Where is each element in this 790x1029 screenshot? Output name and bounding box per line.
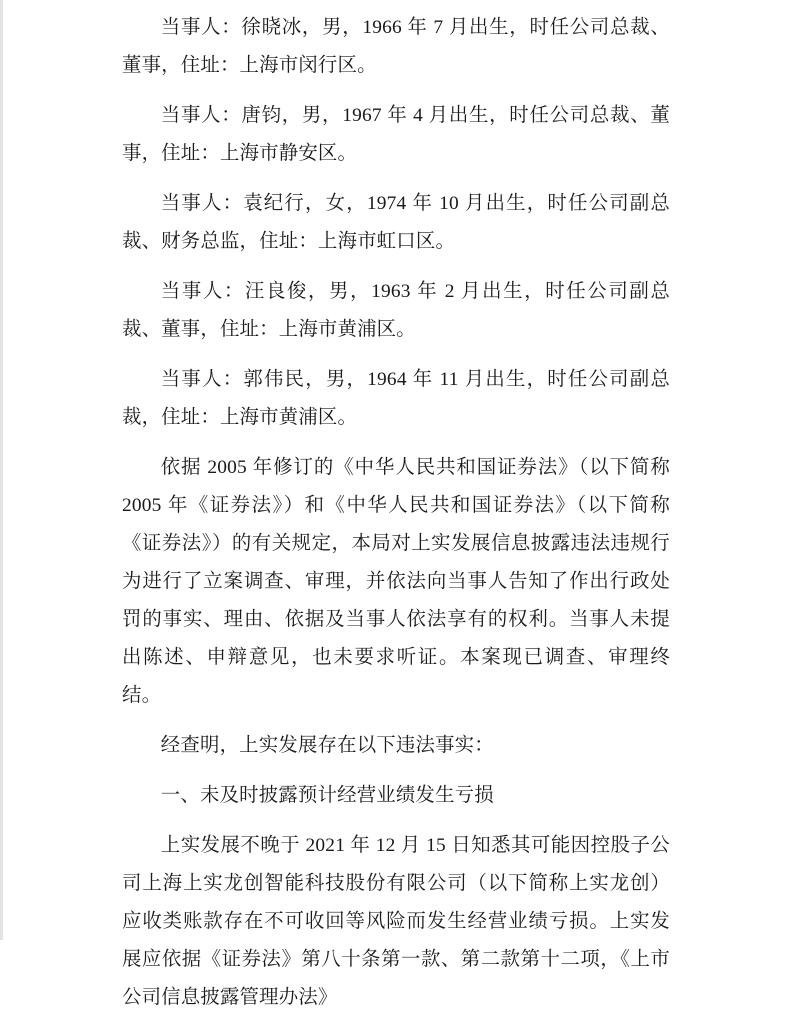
findings-intro-paragraph: 经查明，上实发展存在以下违法事实： xyxy=(160,735,494,756)
party-paragraph-yuan: 当事人：袁纪行，女，1974 年 10 月出生，时任公司副总裁、财务总监，住址：上海市虹口区。 xyxy=(122,193,670,252)
left-edge-divider xyxy=(0,0,3,940)
party-paragraph-tang: 当事人：唐钧，男，1967 年 4 月出生，时任公司总裁、董事，住址：上海市静安区。 xyxy=(122,105,670,164)
party-paragraph-xu: 当事人：徐晓冰，男，1966 年 7 月出生，时任公司总裁、董事，住址：上海市闵行区。 xyxy=(122,17,670,76)
party-paragraph-guo: 当事人：郭伟民，男，1964 年 11 月出生，时任公司副总裁，住址：上海市黄浦区。 xyxy=(122,369,670,428)
section-body-paragraph: 上实发展不晚于 2021 年 12 月 15 日知悉其可能因控股子公司上海上实龙创智能科技股份有限公司（以下简称上实龙创）应收类账款存在不可收回等风险而发生经营业绩亏损。上实发展应依据《证券法》第八十条第一款、第二款第十二项，《上市公司信息披露管理办法》 xyxy=(122,835,670,1008)
party-paragraph-wang: 当事人：汪良俊，男，1963 年 2 月出生，时任公司副总裁、董事，住址：上海市黄浦区。 xyxy=(122,281,670,340)
section-heading: 一、未及时披露预计经营业绩发生亏损 xyxy=(160,785,494,806)
legal-basis-paragraph: 依据 2005 年修订的《中华人民共和国证券法》（以下简称 2005 年《证券法》）和《中华人民共和国证券法》（以下简称《证券法》）的有关规定，本局对上实发展信息披露违法违规行为进行了立案调查、审理，并依法向当事人告知了作出行政处罚的事实、理由、依据及当事人依法享有的权利。当事人未提出陈述、申辩意见，也未要求听证。本案现已调查、审理终结。 xyxy=(122,457,670,706)
document-page xyxy=(122,9,670,1029)
